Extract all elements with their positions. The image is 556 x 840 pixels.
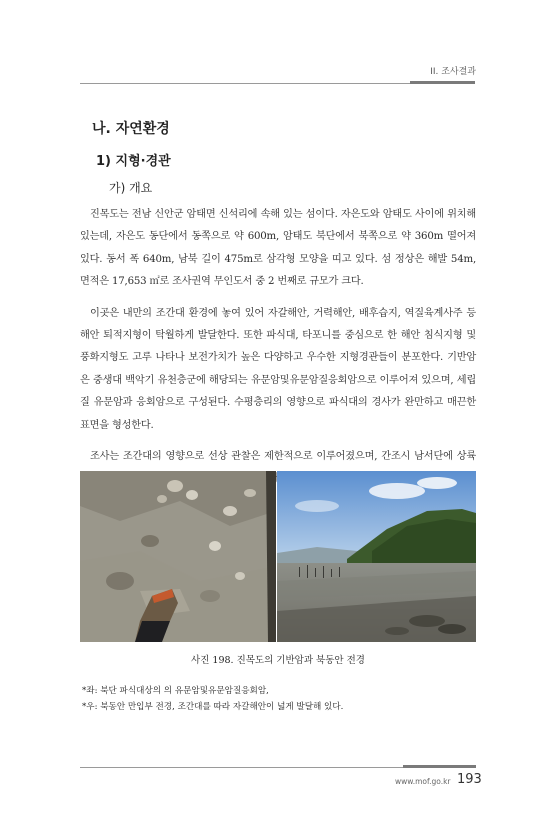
- body-text: [80, 204, 476, 500]
- northeast-coast-photo: [277, 471, 476, 642]
- paragraph-survey: 조사는 조간대의 영향으로 선상 관찰은 제한적으로 이루어졌으며, 간조시 남서단에 상륙: [90, 451, 476, 463]
- bedrock-photo: [80, 471, 276, 642]
- paragraph-overview: 진목도는 전남 신안군 암태면 신석리에 속해 있는 섬이다. 자은도와 암태도 사이에 위치해 있는데, 자은도 동단에서 동쪽으로 약 600m, 암태도 북단에서 북쪽으로 약 360m 떨어져 있다. 동서 폭 640m, 남북 길이 475m로 삼각형 모양을 띠고 있다. 섬 정상은 해발 54m, 면적은 17,653 ㎡로 조사권역 무인도서 중 2 번째로 규모가 크다.: [80, 209, 476, 288]
- figure-caption: 사진 198. 진목도의 기반암과 북동안 전경: [191, 655, 365, 666]
- figure-note-right: *우: 북동안 만입부 전경, 조간대를 따라 자갈해안이 넓게 발달해 있다.: [82, 702, 344, 712]
- subsubsection-heading: 가) 개요: [109, 181, 153, 195]
- header-accent-bar: [410, 81, 475, 84]
- subsection-heading: 1) 지형·경관: [96, 154, 171, 169]
- section-heading: 나. 자연환경: [92, 121, 170, 137]
- figure-note-left: *좌: 북단 파식대상의 의 유문암및유문암질응회암,: [82, 686, 269, 696]
- footer-accent-bar: [403, 765, 476, 768]
- page-number: 193: [457, 772, 482, 787]
- photo-pair: [80, 471, 476, 642]
- figure-notes: [82, 683, 476, 715]
- paragraph-landforms: 이곳은 내만의 조간대 환경에 놓여 있어 자갈해안, 거력해안, 배후습지, 역질육계사주 등 해안 퇴적지형이 탁월하게 발달한다. 또한 파식대, 타포니를 중심으로 한 해안 침식지형 및 풍화지형도 고루 나타나 보전가치가 높은 다양하고 우수한 지형경관들이 분포한다. 기반암은 중생대 백악기 유천층군에 해당되는 유문암및유문암질응회암으로 이루어져 있으며, 세립질 유문암과 응회암으로 구성된다. 수평층리의 영향으로 파식대의 경사가 완만하고 매끈한 표면을 형성한다.: [80, 307, 476, 431]
- chapter-label: II. 조사결과: [430, 67, 476, 77]
- footer-url: www.mof.go.kr: [395, 777, 451, 786]
